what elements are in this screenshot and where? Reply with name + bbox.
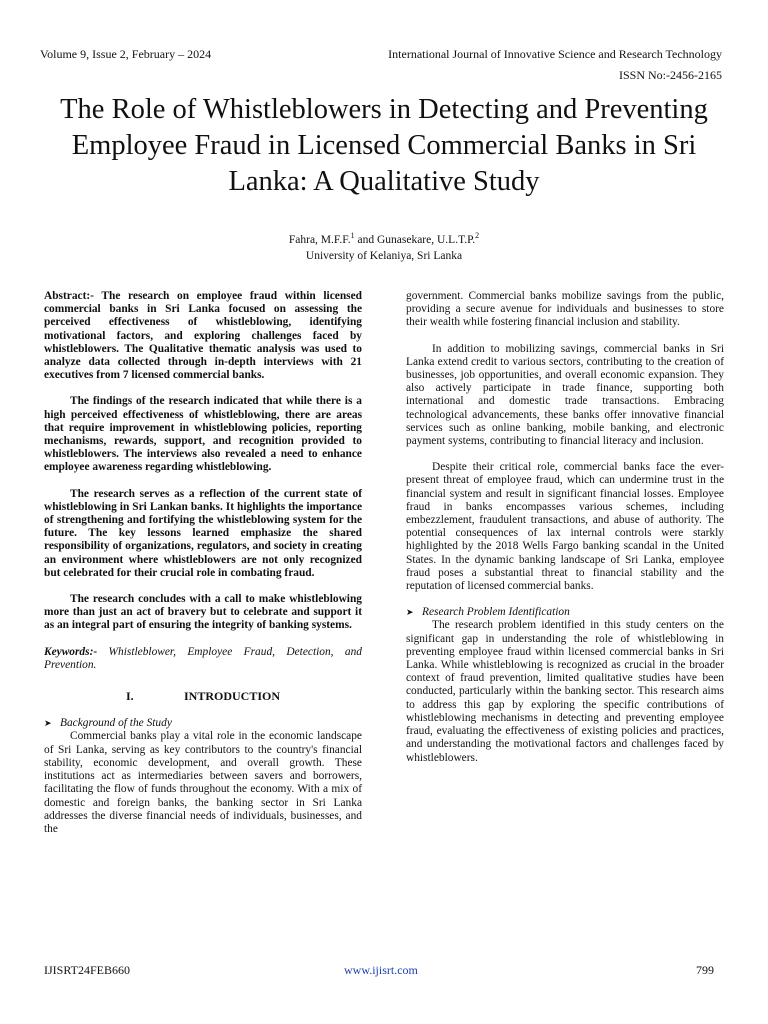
arrowhead-bullet-icon: ➤	[44, 718, 52, 729]
background-paragraph-1: Commercial banks play a vital role in the economic landscape of Sri Lanka, serving as key contributors to the country's financial stability, economic development, and overall growth. These institutions act as intermediaries between savers and borrowers, facilitating the flow of funds throughout the economy. With a mix of domestic and foreign banks, the banking sector in Sri Lanka addresses the diverse financial needs of individuals, businesses, and the	[44, 730, 362, 835]
section-number: I.	[125, 689, 134, 704]
background-paragraph-3: Despite their critical role, commercial banks face the ever-present threat of employee fraud, which can undermine trust in the financial system and result in significant financial losses. Employee fraud in banks encompasses various schemes, including embezzlement, fraudulent transactions, and abuse of authority. The potential consequences of lax internal controls were starkly highlighted by the 2018 Wells Fargo banking scandal in the United States. In the dynamic banking landscape of Sri Lanka, employee fraud poses a substantial threat to financial stability and the reputation of licensed commercial banks.	[406, 461, 724, 593]
volume-issue: Volume 9, Issue 2, February – 2024	[40, 47, 212, 61]
author-line	[0, 228, 768, 248]
paper-title: The Role of Whistleblowers in Detecting and Preventing Employee Fraud in Licensed Commercial Banks in Sri Lanka: A Qualitative Study	[60, 94, 708, 197]
keywords	[44, 646, 362, 672]
right-column	[406, 290, 724, 765]
journal-website-link[interactable]: www.ijisrt.com	[344, 963, 418, 977]
keywords-text: Whistleblower, Employee Fraud, Detection, and Prevention.	[44, 645, 362, 671]
author-1-affil-mark: 1	[350, 231, 355, 240]
author-1: Fahra, M.F.F.	[288, 233, 351, 246]
page-number: 799	[696, 963, 714, 977]
subsection-problem-title: Research Problem Identification	[422, 606, 570, 619]
subsection-problem	[406, 606, 724, 619]
author-block	[0, 228, 768, 264]
keywords-label: Keywords:-	[44, 645, 98, 658]
background-paragraph-2: In addition to mobilizing savings, commercial banks in Sri Lanka extend credit to various sectors, contributing to the creation of businesses, job opportunities, and overall economic expansion. They also actively participate in trade finance, supporting both international and domestic trade transactions. Embracing technological advancements, these banks offer innovative financial services such as online banking, mobile banking, and electronic payment systems, contributing to financial literacy and inclusion.	[406, 342, 724, 448]
left-column	[44, 290, 362, 836]
section-title: INTRODUCTION	[183, 689, 280, 704]
paper-id: IJISRT24FEB660	[44, 963, 130, 977]
abstract-paragraph-1: Abstract:- The research on employee fraud within licensed commercial banks in Sri Lanka focused on assessing the perceived effectiveness of whistleblowing, identifying motivational factors, and exploring challenges faced by whistleblowers. The Qualitative thematic analysis was used to analyze data collected through in-depth interviews with 21 executives from 7 licensed commercial banks.	[44, 290, 362, 382]
issn: ISSN No:-2456-2165	[618, 68, 722, 82]
subsection-background	[44, 717, 362, 730]
journal-name: International Journal of Innovative Science and Research Technology	[388, 47, 722, 61]
problem-paragraph: The research problem identified in this study centers on the significant gap in understanding the role of whistleblowing in preventing employee fraud within licensed commercial banks in Sri Lanka. While whistleblowing is recognized as crucial in the broader context of fraud prevention, limited qualitative studies have been conducted, particularly within the banking sector. This research aims to address this gap by exploring the specific contributions of whistleblowing mechanisms in detecting and preventing employee fraud, evaluating the effectiveness of existing policies and practices, and understanding the motivational factors and challenges faced by whistleblowers.	[406, 619, 724, 764]
abstract-paragraph-4: The research concludes with a call to make whistleblowing more than just an act of bravery but to celebrate and support it as an integral part of ensuring the integrity of banking systems.	[44, 593, 362, 632]
author-2-affil-mark: 2	[475, 231, 480, 240]
author-2: and Gunasekare, U.L.T.P.	[354, 233, 476, 246]
abstract-paragraph-3: The research serves as a reflection of the current state of whistleblowing in Sri Lankan banks. It highlights the importance of strengthening and fortifying the whistleblowing system for the future. The key lessons learned emphasize the shared responsibility of organizations, regulators, and society in creating an environment where whistleblowers are not only recognized but celebrated for their crucial role in combating fraud.	[44, 487, 362, 579]
section-heading-introduction	[44, 690, 362, 703]
arrowhead-bullet-icon: ➤	[406, 607, 414, 618]
affiliation: University of Kelaniya, Sri Lanka	[305, 249, 463, 262]
abstract-paragraph-2: The findings of the research indicated that while there is a high perceived effectiveness of whistleblowing, there are areas that require improvement in whistleblowing policies, reporting mechanisms, rewards, support, and recognition provided to whistleblowers. The interviews also revealed a need to enhance employee awareness regarding whistleblowing.	[44, 395, 362, 474]
subsection-background-title: Background of the Study	[60, 717, 172, 730]
background-paragraph-1-continued: government. Commercial banks mobilize savings from the public, providing a secure avenue for individuals and businesses to store their wealth while fostering financial inclusion and stability.	[406, 290, 724, 329]
